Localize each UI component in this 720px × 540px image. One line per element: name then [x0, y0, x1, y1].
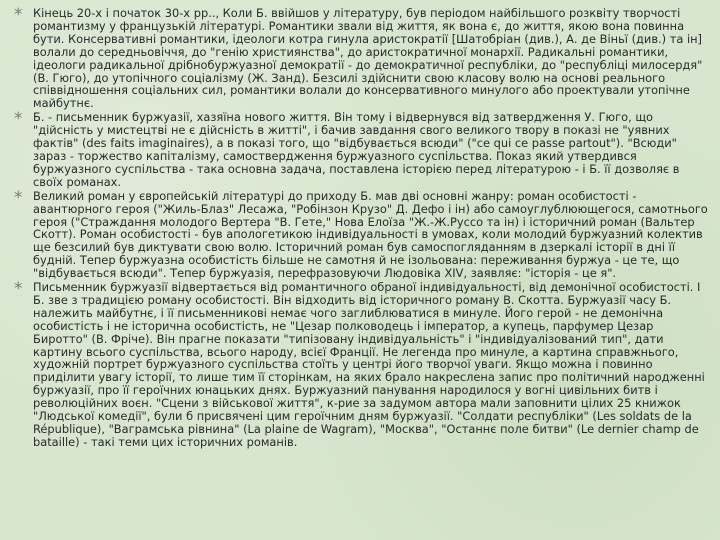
paragraph-text: Письменник буржуазії відвертається від романтичного обраної індивідуальності, від демонічної особистості. І Б. зве з традицією роману особистості. Він відходить від історичного роману В. Скотта. Буржуазії часу Б. належить майбутнє, і її письменникові немає чого заглиблюватися в минуле. Його герой - не демонічна особистість і не історична особистість, не "Цезар полководець і імператор, а купець, парфумер Цезар Биротто" (В. Фріче). Він прагне показати "типізовану індивідуальність" і "індивідуалізований тип", дати картину всього суспільства, всього народу, всієї Франції. Не легенда про минуле, а картина справжнього, художній портрет буржуазного суспільства стоїть у центрі його творчої уваги. Якщо можна і повинно приділити увагу історії, то лише тим її сторінкам, на яких брало накреслена запис про політичний народженні буржуазії, про її героїчних юнацьких днях. Буржуазний панування народилося у вогні цивільних битв і революційних воєн. "Сцени з військової життя", к-рие за задумом автора мали заповнити цілих 25 книжок "Людської комедії", були б присвячені цим героїчним дням буржуазії. "Солдати республіки" (Les soldats de la République), "Ваграмська рівнина" (La plaine de Wagram), "Москва", "Останнє поле битви" (Le dernier champ de bataille) - такі теми цих історичних романів. — [33, 280, 705, 449]
bullet-item — [14, 7, 708, 110]
bullet-item — [14, 281, 708, 449]
bullet-marker-icon: * — [14, 5, 23, 25]
paragraph-text: Б. - письменник буржуазії, хазяїна нового життя. Він тому і відвернувся від затвердження У. Гюго, що "дійсність у мистецтві не є дійсність в житті", і бачив завдання свого великого твору в показі не "уявних фактів" (des faits imaginaires), а в показі того, що "відбувається всюди" ("ce qui ce passe partout"). "Всюди" зараз - торжество капіталізму, самоствердження буржуазного суспільства. Показ який утвердився буржуазного суспільства - така основна задача, поставлена історією перед літературою - і Б. її дозволяє в своїх романах. — [33, 110, 680, 189]
bullet-marker-icon: * — [14, 187, 23, 208]
bullet-list — [14, 7, 708, 449]
bullet-item — [14, 111, 708, 188]
paragraph-text: Кінець 20-х і початок 30-х рр.., Коли Б. ввійшов у літературу, був періодом найбільшого розквіту творчості романтизму у французькій літературі. Романтики звали від життя, як вона є, до життя, якою вона повинна бути. Консервативні романтики, ідеологи котра гинула аристократії [Шатобріан (див.), А. де Віньї (див.) та ін] волали до середньовіччя, до "генію християнства", до аристократичної монархії. Радикальні романтики, ідеологи радикальної дрібнобуржуазної демократії - до демократичної республіки, до "республіці милосердя" (В. Гюго), до утопічного соціалізму (Ж. Занд). Безсилі здійснити свою класову волю на основі реального співвідношення соціальних сил, романтики волали до консервативного минулого або проектували утопічне майбутнє. — [33, 6, 703, 111]
bullet-marker-icon: * — [14, 109, 23, 130]
bullet-item — [14, 187, 708, 281]
paragraph-text: Великий роман у європейській літературі до приходу Б. мав дві основні жанру: роман особистості - авантюрного героя ("Жиль-Блаз" Лесажа, "Робінзон Крузо" Д. Дефо і ін) або самоуглублюющегося, самотнього героя ("Страждання молодого Вертера "В. Гете," Нова Елоїза "Ж.-Ж.Руссо та ін) і історичний роман (Вальтер Скотт). Роман особистості - був апологетикою індивідуальності в умовах, коли молодий буржуазний колектив ще безсилий був диктувати свою волю. Історичний роман був самоспогляданням в дзеркалі історії в дні її будній. Тепер буржуазна особистість більше не самотня й не ізольована: переживання буржуа - це те, що "відбувається всюди". Тепер буржуазія, перефразовуючи Людовіка XIV, заявляє: "історія - це я". — [33, 188, 708, 281]
bullet-marker-icon: * — [14, 279, 23, 300]
